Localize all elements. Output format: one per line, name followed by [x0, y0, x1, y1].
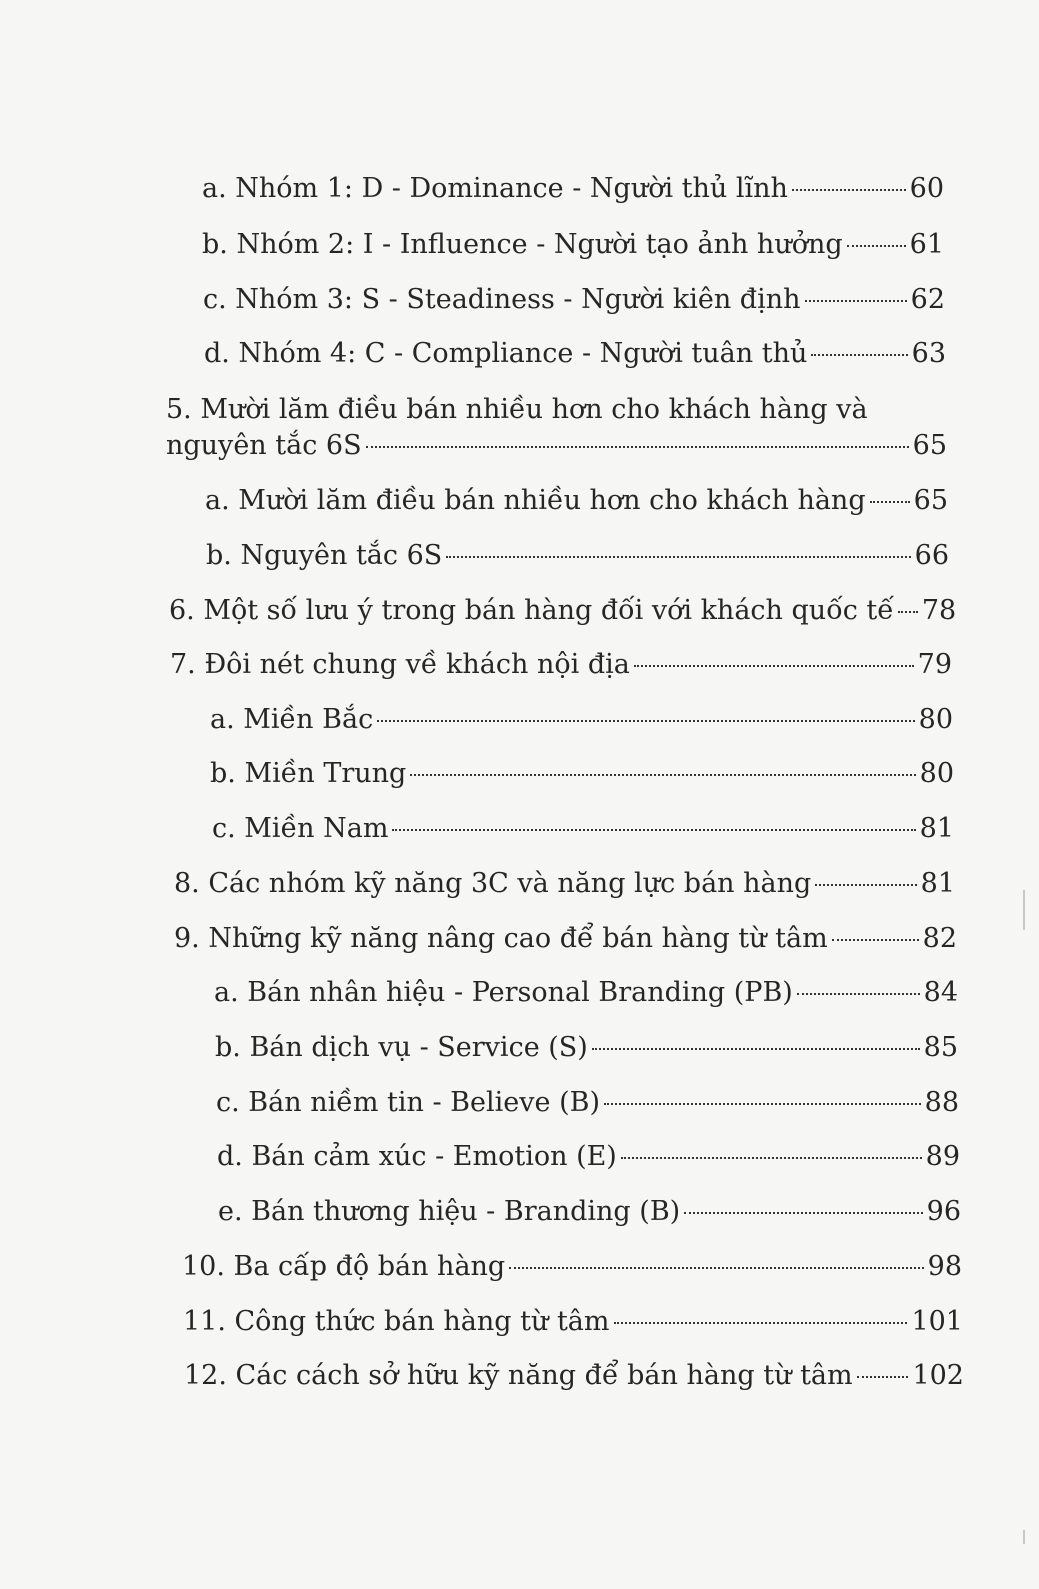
toc-entry-title: 9. Những kỹ năng nâng cao để bán hàng từ tâm	[174, 923, 828, 954]
toc-entry-page: 79	[917, 649, 952, 680]
toc-entry-title: c. Nhóm 3: S - Steadiness - Người kiên định	[203, 284, 801, 315]
dot-leader	[832, 939, 919, 941]
toc-entry	[217, 1140, 960, 1174]
toc-entry-page: 78	[921, 595, 957, 626]
dot-leader	[811, 354, 907, 356]
toc-entry-page: 65	[913, 485, 948, 516]
toc-entry-title: d. Bán cảm xúc - Emotion (E)	[217, 1141, 617, 1172]
dot-leader	[410, 774, 915, 776]
dot-leader	[509, 1267, 923, 1269]
dot-leader	[377, 720, 914, 722]
dot-leader	[797, 993, 920, 995]
toc-entry	[202, 228, 944, 262]
dot-leader	[815, 884, 916, 886]
toc-entry	[204, 337, 946, 371]
toc-entry-page: 61	[909, 229, 944, 260]
dot-leader	[847, 245, 906, 247]
toc-entry	[215, 1031, 958, 1065]
toc-entry	[174, 867, 955, 901]
toc-entry	[203, 283, 945, 317]
toc-entry-title: b. Miền Trung	[210, 758, 407, 789]
toc-entry	[174, 922, 957, 956]
dot-leader	[392, 829, 915, 831]
toc-entry-title-line1: 5. Mười lăm điều bán nhiều hơn cho khách hàng và	[166, 394, 868, 425]
toc-entry-page: 85	[923, 1032, 958, 1063]
toc-entry-page: 96	[926, 1196, 961, 1227]
toc-entry	[169, 594, 957, 628]
dot-leader	[792, 189, 906, 191]
page-edge-mark	[1023, 1530, 1025, 1544]
toc-entry-page: 80	[919, 758, 954, 789]
toc-entry-title: b. Nguyên tắc 6S	[206, 540, 443, 571]
toc-entry-title: a. Miền Bắc	[210, 704, 374, 735]
toc-entry-title: d. Nhóm 4: C - Compliance - Người tuân thủ	[204, 338, 808, 369]
toc-entry-page: 84	[923, 977, 958, 1008]
dot-leader	[621, 1157, 922, 1159]
dot-leader	[684, 1212, 922, 1214]
toc-entry	[212, 812, 954, 846]
toc-entry-page: 62	[910, 284, 945, 315]
dot-leader	[898, 611, 918, 613]
dot-leader	[805, 300, 907, 302]
dot-leader	[634, 665, 914, 667]
toc-entry-page: 80	[918, 704, 953, 735]
toc-entry	[205, 484, 948, 518]
toc-entry-title: 11. Công thức bán hàng từ tâm	[183, 1306, 610, 1337]
toc-entry-title: 10. Ba cấp độ bán hàng	[182, 1251, 506, 1282]
toc-entry-title: 6. Một số lưu ý trong bán hàng đối với khách quốc tế	[169, 595, 894, 626]
toc-entry	[210, 703, 953, 737]
toc-entry-page: 60	[909, 173, 944, 204]
toc-entry-title: a. Mười lăm điều bán nhiều hơn cho khách hàng	[205, 485, 866, 516]
dot-leader	[366, 446, 909, 448]
toc-entry-page: 88	[924, 1087, 959, 1118]
toc-entry-page: 66	[914, 540, 949, 571]
toc-entry-page: 81	[920, 868, 955, 899]
toc-entry	[214, 976, 958, 1010]
toc-entry-title: a. Bán nhân hiệu - Personal Branding (PB)	[214, 977, 793, 1008]
toc-entry	[218, 1195, 961, 1229]
toc-entry	[183, 1305, 963, 1339]
toc-entry-title: c. Bán niềm tin - Believe (B)	[216, 1087, 600, 1118]
toc-entry-title: nguyên tắc 6S	[166, 430, 362, 461]
toc-entry	[210, 757, 954, 791]
toc-entry-title: b. Bán dịch vụ - Service (S)	[215, 1032, 588, 1063]
toc-entry	[202, 172, 944, 206]
page-edge-mark	[1023, 890, 1025, 930]
dot-leader	[592, 1048, 920, 1050]
toc-entry	[184, 1359, 964, 1393]
toc-entry-page: 102	[912, 1360, 964, 1391]
dot-leader	[446, 556, 910, 558]
toc-entry-title: a. Nhóm 1: D - Dominance - Người thủ lĩnh	[202, 173, 788, 204]
toc-entry-title: 12. Các cách sở hữu kỹ năng để bán hàng từ tâm	[184, 1360, 853, 1391]
toc-entry	[182, 1250, 962, 1284]
toc-entry-page: 98	[927, 1251, 962, 1282]
toc-entry-page: 101	[911, 1306, 963, 1337]
toc-entry	[206, 539, 949, 573]
toc-entry-page: 89	[925, 1141, 960, 1172]
toc-entry-title: c. Miền Nam	[212, 813, 389, 844]
toc-entry-title: 8. Các nhóm kỹ năng 3C và năng lực bán hàng	[174, 868, 812, 899]
toc-entry-title: 7. Đôi nét chung về khách nội địa	[170, 649, 630, 680]
toc-entry	[170, 648, 952, 682]
dot-leader	[857, 1376, 909, 1378]
toc-entry-page: 65	[912, 430, 947, 461]
dot-leader	[604, 1103, 921, 1105]
toc-entry	[216, 1086, 959, 1120]
dot-leader	[614, 1322, 908, 1324]
toc-entry-title: b. Nhóm 2: I - Influence - Người tạo ảnh hưởng	[202, 229, 843, 260]
toc-entry-title: e. Bán thương hiệu - Branding (B)	[218, 1196, 681, 1227]
toc-entry-page: 82	[922, 923, 957, 954]
toc-entry-page: 81	[919, 813, 954, 844]
toc-entry	[166, 429, 947, 463]
dot-leader	[870, 501, 910, 503]
toc-entry-page: 63	[911, 338, 946, 369]
